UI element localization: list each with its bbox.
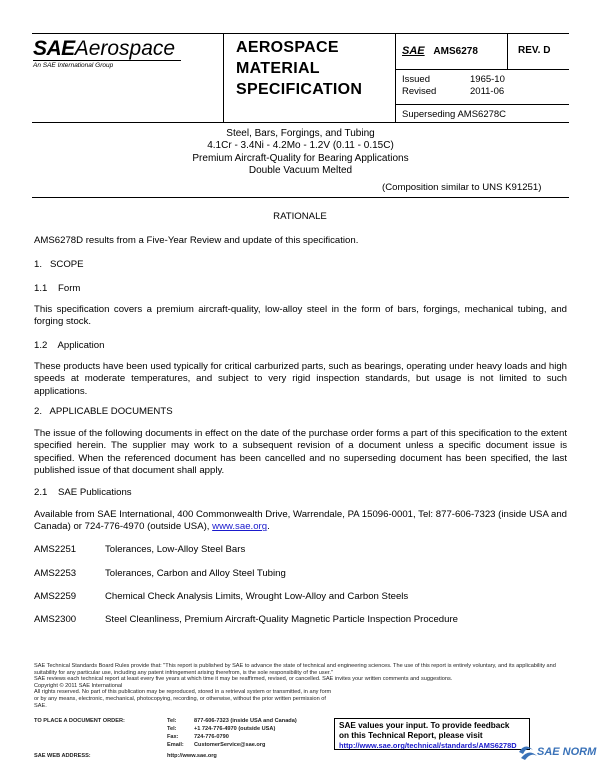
web-label: SAE WEB ADDRESS:	[34, 753, 91, 759]
feedback-box	[334, 718, 530, 750]
section-1-2-heading: 1.2 Application	[34, 340, 105, 351]
doc-type-line3: SPECIFICATION	[236, 81, 363, 98]
title-line4: Double Vacuum Melted	[248, 165, 353, 177]
doc-type-line2: MATERIAL	[236, 60, 320, 77]
reference-code: AMS2300	[34, 614, 77, 625]
revised-label: Revised	[402, 86, 437, 97]
tel-value: 877-606-7323 (inside USA and Canada)	[194, 718, 297, 724]
footer-legal	[34, 663, 569, 709]
doc-number: AMS6278	[433, 46, 478, 57]
reference-title: Chemical Check Analysis Limits, Wrought Low-Alloy and Carbon Steels	[105, 591, 409, 602]
sae-small-logo: SAE	[402, 45, 425, 57]
title-block-rule	[32, 197, 569, 198]
header-top-rule	[32, 33, 569, 34]
logo-aerospace-text: Aerospace	[74, 37, 176, 60]
order-label: TO PLACE A DOCUMENT ORDER:	[34, 718, 125, 724]
doc-number-cell	[402, 45, 478, 57]
revised-value: 2011-06	[470, 86, 505, 97]
section-2-1-heading: 2.1 SAE Publications	[34, 487, 132, 498]
feedback-line1: SAE values your input. To provide feedback	[339, 721, 510, 730]
composition-note: (Composition similar to UNS K91251)	[382, 182, 542, 193]
header-divider-2	[395, 33, 396, 123]
header-divider-1	[223, 33, 224, 123]
rationale-text: AMS6278D results from a Five-Year Review and update of this specification.	[34, 235, 359, 246]
sae-norm-watermark	[515, 738, 595, 768]
footer-copyright: Copyright © 2011 SAE International	[34, 682, 123, 689]
footer-legal-rules: SAE Technical Standards Board Rules provide that: "This report is published by SAE to advance the state of technical and engineering sciences. The use of this report is entirely voluntary, and its applicability and suitability for any particular use, including any patent infringement arising therefrom, is the sole responsibility of the user."	[34, 663, 556, 676]
issued-label: Issued	[402, 74, 430, 85]
section-1-2-text: These products have been used typically for critical carburized parts, such as bearings, operating under heavy loads and high speeds at moderate temperatures, and subject to very rigid inspection standards, but usage is not limited to such applications.	[34, 361, 567, 397]
section-2-text: The issue of the following documents in effect on the date of the purchase order forms a part of this specification to the extent specified herein. The supplier may work to a subsequent revision of a document unless a specific document issue is specified. When the referenced document has been cancelled and no superseding document has been specified, the last published issue of that document shall apply.	[34, 428, 567, 476]
feedback-link[interactable]: http://www.sae.org/technical/standards/AMS6278D	[339, 741, 517, 750]
section-2-heading: 2. APPLICABLE DOCUMENTS	[34, 406, 173, 417]
logo-tagline: An SAE International Group	[33, 62, 114, 69]
issued-value: 1965-10	[470, 74, 505, 85]
doc-type-line1: AEROSPACE	[236, 39, 339, 56]
reference-code: AMS2251	[34, 544, 77, 555]
section-1-1-heading: 1.1 Form	[34, 283, 81, 294]
reference-title: Tolerances, Low-Alloy Steel Bars	[105, 544, 246, 555]
title-block	[32, 128, 569, 178]
fax-value: 724-776-0790	[194, 734, 229, 740]
order-contacts	[34, 718, 334, 768]
rationale-heading: RATIONALE	[273, 211, 327, 222]
sae-website-link[interactable]: www.sae.org	[212, 521, 268, 533]
tel-label: Tel:	[167, 718, 177, 724]
footer-legal-review: SAE reviews each technical report at least every five years at which time it may be reaffirmed, revised, or cancelled. SAE invites your written comments and suggestions.	[34, 676, 453, 683]
logo-sae-text: SAE	[33, 37, 75, 60]
email-label: Email:	[167, 742, 184, 748]
section-1-heading: 1. SCOPE	[34, 259, 84, 270]
section-2-1-period: .	[267, 521, 270, 533]
header-bottom-rule	[32, 122, 569, 123]
title-line1: Steel, Bars, Forgings, and Tubing	[226, 128, 375, 139]
tel2-label: Tel:	[167, 726, 177, 732]
section-2-1-body: Available from SAE International, 400 Commonwealth Drive, Warrendale, PA 15096-0001, Tel: 877-606-7323 (inside USA and Canada) or 724-776-4970 (outside USA),	[34, 509, 567, 533]
reference-title: Steel Cleanliness, Premium Aircraft-Quality Magnetic Particle Inspection Procedure	[105, 614, 458, 625]
reference-code: AMS2253	[34, 568, 77, 579]
reference-code: AMS2259	[34, 591, 77, 602]
section-2-1-text	[34, 509, 567, 534]
footer-legal-rights: All rights reserved. No part of this publication may be reproduced, stored in a retrieval system or transmitted, in any form or by any means, electronic, mechanical, photocopying, recording, or otherwise, without the prior written permission of SAE.	[34, 689, 332, 709]
sae-aerospace-logo	[33, 37, 218, 69]
superseding-note: Superseding AMS6278C	[402, 109, 507, 120]
title-line3: Premium Aircraft-Quality for Bearing Applications	[192, 152, 409, 164]
header-inner-rule-2	[395, 104, 569, 105]
document-type	[236, 37, 362, 100]
title-line2: 4.1Cr - 3.4Ni - 4.2Mo - 1.2V (0.11 - 0.15C)	[207, 140, 394, 152]
reference-title: Tolerances, Carbon and Alloy Steel Tubing	[105, 568, 286, 579]
header-divider-3	[507, 33, 508, 69]
fax-label: Fax:	[167, 734, 179, 740]
header-inner-rule-1	[395, 69, 569, 70]
watermark-text: SAE NORM	[537, 746, 597, 758]
tel2-value: +1 724-776-4970 (outside USA)	[194, 726, 276, 732]
revision-label: REV. D	[518, 45, 551, 56]
email-value[interactable]: CustomerService@sae.org	[194, 742, 266, 748]
feedback-line2: on this Technical Report, please visit	[339, 731, 483, 740]
section-1-1-text: This specification covers a premium aircraft-quality, low-alloy steel in the form of bars, forgings, mechanical tubing, and forging stock.	[34, 304, 567, 328]
logo-underline	[33, 60, 181, 61]
web-value[interactable]: http://www.sae.org	[167, 753, 217, 759]
